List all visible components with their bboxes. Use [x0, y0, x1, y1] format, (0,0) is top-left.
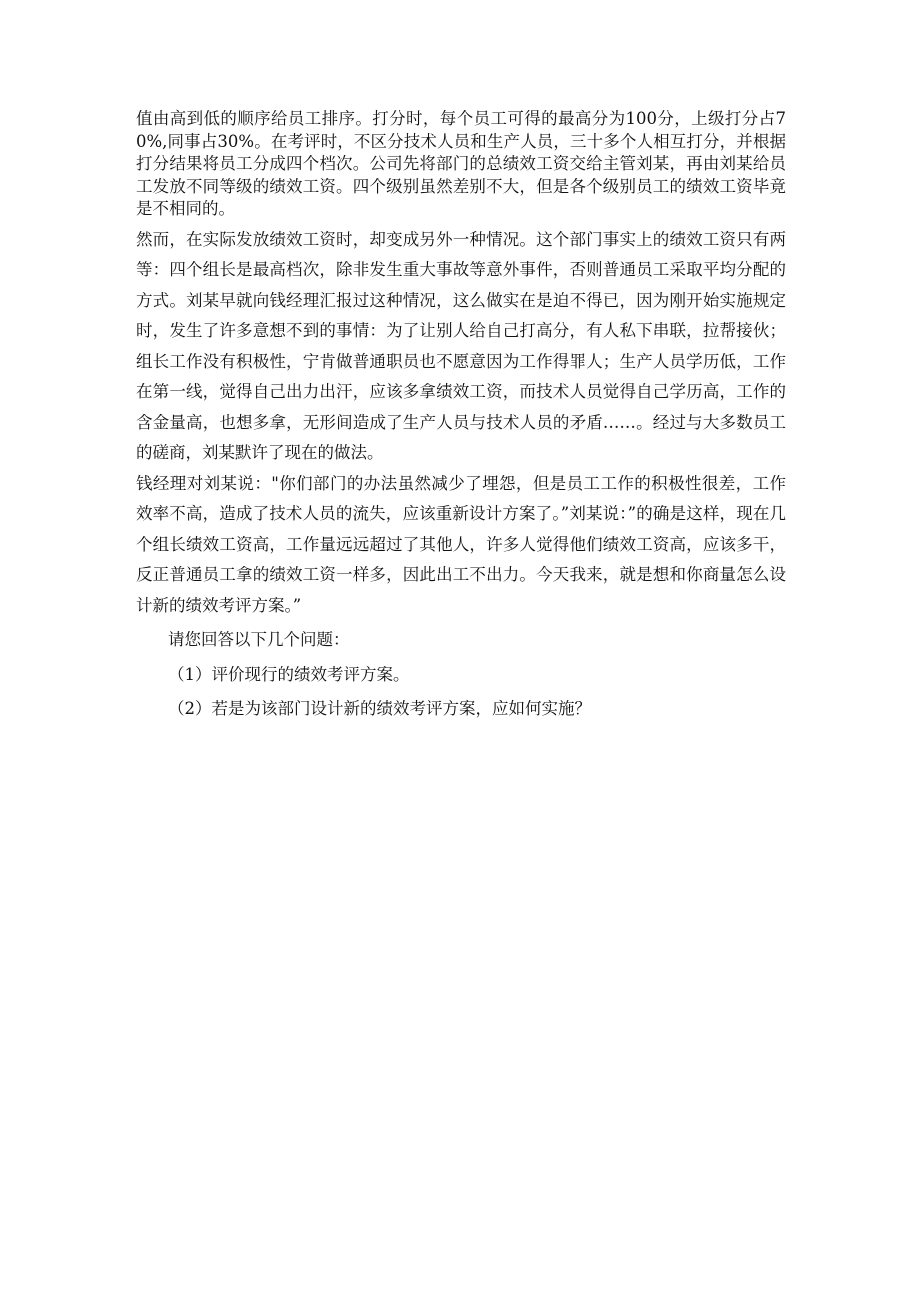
paragraph-case-background: 值由高到低的顺序给员工排序。打分时，每个员工可得的最高分为100分，上级打分占70%,同事占30%。在考评时，不区分技术人员和生产人员，三十多个人相互打分，并根据打分结果将员工分成四个档次。公司先将部门的总绩效工资交给主管刘某，再由刘某给员工发放不同等级的绩效工资。四个级别虽然差别不大，但是各个级别员工的绩效工资毕竟是不相同的。 [136, 109, 786, 218]
document-body [136, 108, 786, 725]
questions-prompt: 请您回答以下几个问题： [168, 630, 350, 649]
paragraph-manager-dialogue: 钱经理对刘某说："你们部门的办法虽然减少了埋怨，但是员工工作的积极性很差，工作效率不高，造成了技术人员的流失，应该重新设计方案了。”刘某说：”的确是这样，现在几个组长绩效工资高，工作量远远超过了其他人，许多人觉得他们绩效工资高，应该多干，反正普通员工拿的绩效工资一样多，因此出工不出力。今天我来，就是想和你商量怎么设计新的绩效考评方案。” [136, 473, 786, 615]
question-1: （1）评价现行的绩效考评方案。 [168, 664, 410, 684]
paragraph-actual-situation: 然而，在实际发放绩效工资时，却变成另外一种情况。这个部门事实上的绩效工资只有两等：四个组长是最高档次，除非发生重大事故等意外事件，否则普通员工采取平均分配的方式。刘某早就向钱经理汇报过这种情况，这么做实在是迫不得已，因为刚开始实施规定时，发生了许多意想不到的事情：为了让别人给自己打高分，有人私下串联，拉帮接伙；组长工作没有积极性，宁肯做普通职员也不愿意因为工作得罪人；生产人员学历低，工作在第一线，觉得自己出力出汗，应该多拿绩效工资，而技术人员觉得自己学历高，工作的含金量高，也想多拿，无形间造成了生产人员与技术人员的矛盾……。经过与大多数员工的磋商，刘某默许了现在的做法。 [136, 229, 786, 462]
question-2: （2）若是为该部门设计新的绩效考评方案，应如何实施？ [168, 699, 591, 718]
